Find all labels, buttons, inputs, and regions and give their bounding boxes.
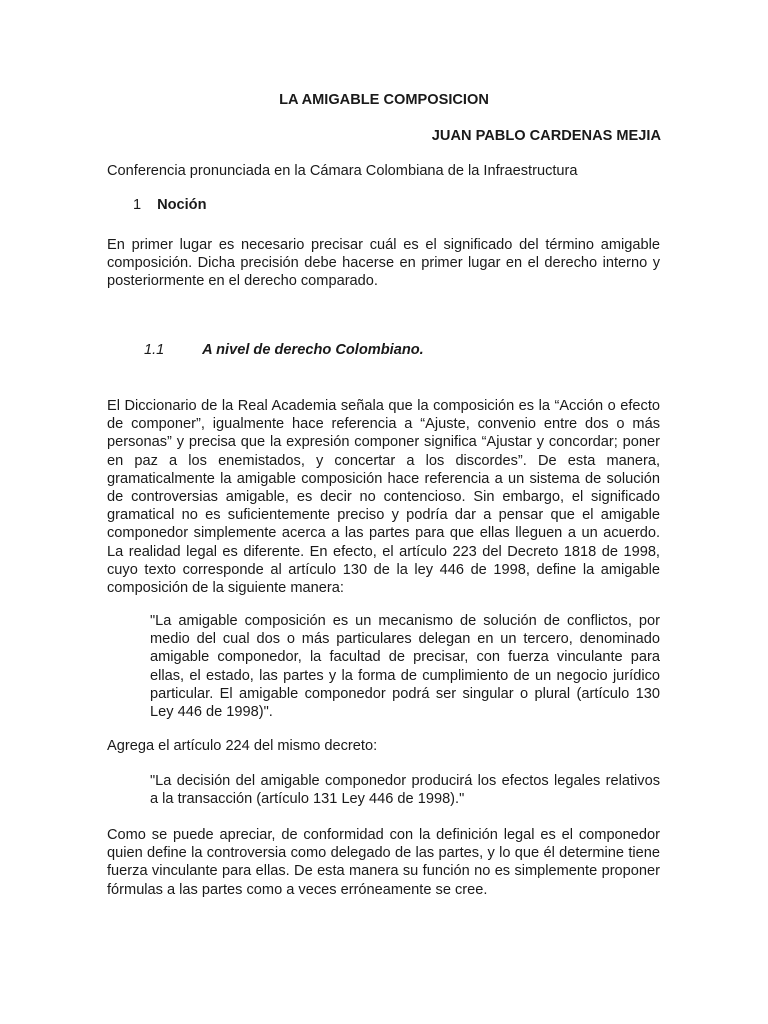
document-subtitle: Conferencia pronunciada en la Cámara Colombiana de la Infraestructura <box>107 163 578 179</box>
subsection-number: 1.1 <box>144 342 165 358</box>
paragraph-1: En primer lugar es necesario precisar cuál es el significado del término amigable composición. Dicha precisión debe hacerse en primer lugar en el derecho interno y posteriormente en el derecho comparado. <box>107 237 660 290</box>
subsection-label: A nivel de derecho Colombiano. <box>202 342 424 358</box>
section-heading <box>133 197 207 213</box>
paragraph-4: Como se puede apreciar, de conformidad con la definición legal es el componedor quien define la controversia como delegado de las partes, y lo que él determine tiene fuerza vinculante para ellas. De esta manera su función no es simplemente proponer fórmulas a las partes como a veces erróneamente se cree. <box>107 827 660 898</box>
document-title: LA AMIGABLE COMPOSICION <box>279 92 489 108</box>
subsection-heading <box>144 342 424 358</box>
quote-2: "La decisión del amigable componedor producirá los efectos legales relativos a la transacción (artículo 131 Ley 446 de 1998)." <box>150 773 660 808</box>
paragraph-3: Agrega el artículo 224 del mismo decreto: <box>107 738 378 754</box>
paragraph-2: El Diccionario de la Real Academia señala que la composición es la “Acción o efecto de componer”, igualmente hace referencia a “Ajuste, convenio entre dos o más personas” y precisa que la expresión componer significa “Ajustar y concordar; poner en paz a los enemistados, y concertar a los discordes”. De esta manera, gramaticalmente la amigable composición hace referencia a un sistema de solución de controversias amigable, es decir no contencioso. Sin embargo, el significado gramatical no es suficientemente preciso y podría dar a pensar que el amigable componedor simplemente acerca a las partes para que ellas lleguen a un acuerdo. La realidad legal es diferente. En efecto, el artículo 223 del Decreto 1818 de 1998, cuyo texto corresponde al artículo 130 de la ley 446 de 1998, define la amigable composición de la siguiente manera: <box>107 398 660 597</box>
section-label: Noción <box>157 197 207 213</box>
quote-1: "La amigable composición es un mecanismo de solución de conflictos, por medio del cual dos o más particulares delegan en un tercero, denominado amigable componedor, la facultad de precisar, con fuerza vinculante para ellas, el estado, las partes y la forma de cumplimiento de un negocio jurídico particular. El amigable componedor podrá ser singular o plural (artículo 130 Ley 446 de 1998)". <box>150 613 660 721</box>
section-number: 1 <box>133 197 142 213</box>
document-author: JUAN PABLO CARDENAS MEJIA <box>431 128 661 144</box>
